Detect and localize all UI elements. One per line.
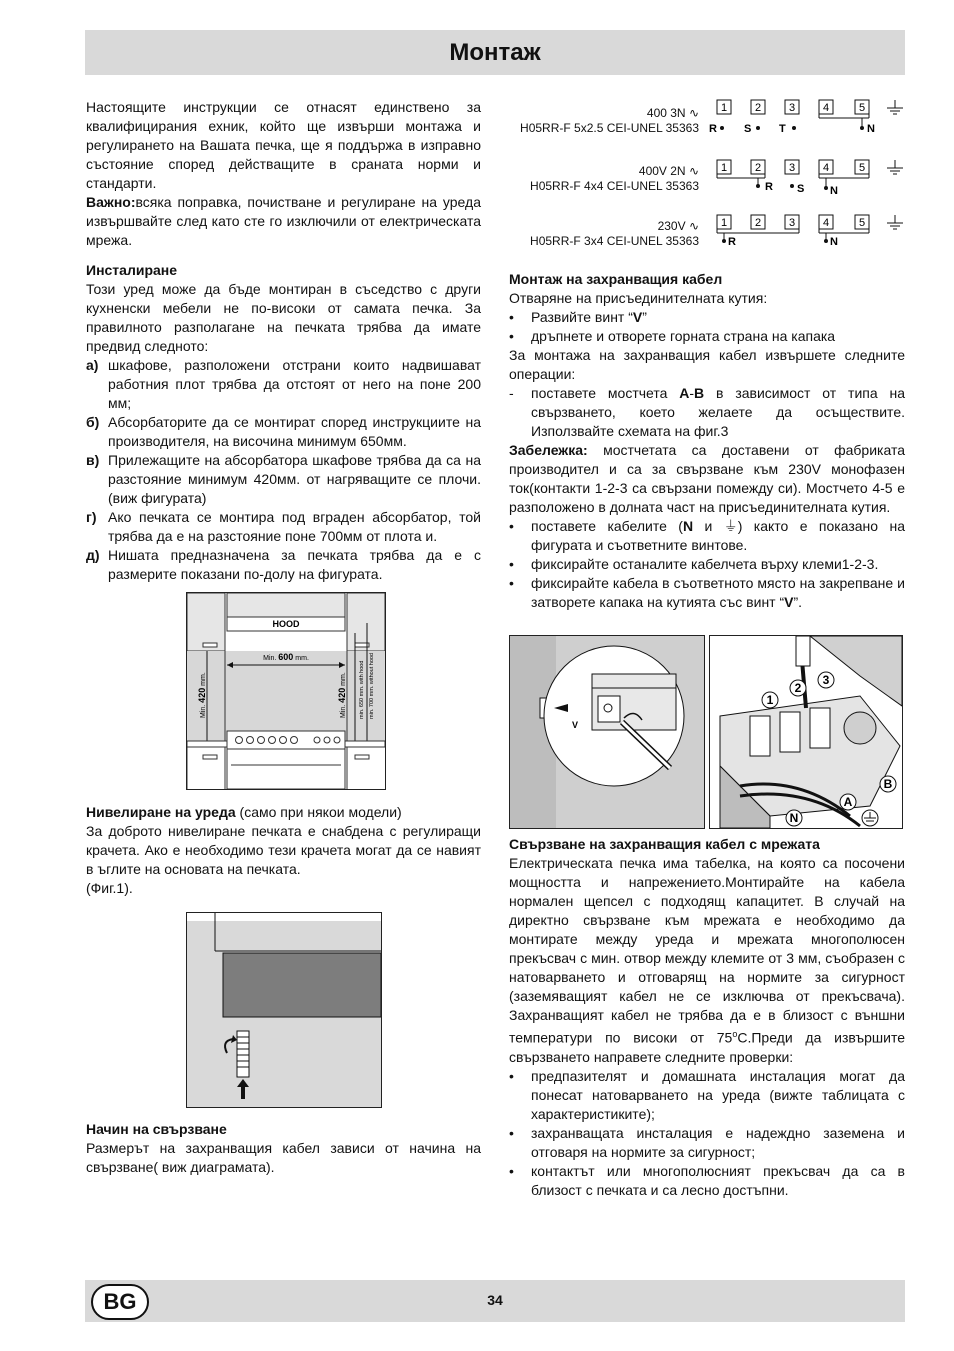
wiring-diagram <box>509 98 905 268</box>
ac-icon: ∿ <box>688 219 699 233</box>
svg-text:1: 1 <box>720 217 728 229</box>
svg-text:2: 2 <box>754 102 762 114</box>
footer-bar <box>85 1280 905 1322</box>
terminal-3-label: 3 <box>822 673 830 687</box>
intro-paragraph: Настоящите инструкции се отнасят единствено за квалифицирания ехник, който ще извърши монтажа и регулирането на Вашата печка, ще я поддържа в изправно състояние според действащите в сраната норми и стандарти. <box>86 99 481 191</box>
cable-spec: H05RR-F 4x4 CEI-UNEL 35363 <box>530 179 699 193</box>
svg-text:3: 3 <box>788 102 796 114</box>
grid-connection-heading: Свързване на захранващия кабел с мрежата <box>509 836 820 852</box>
voltage-label: 400V 2N <box>638 164 686 178</box>
terminal-block <box>709 158 909 208</box>
ground-icon: ⏚ <box>723 518 738 534</box>
connection-method-text: Размерът на захранващия кабел зависи от начина на свързване( виж диаграмата). <box>86 1140 481 1175</box>
neutral-label: N <box>789 811 799 825</box>
list-item: б) Абсорбаторите да се монтират според инструкциите на производителя, на височина минимум 650мм. <box>86 414 481 449</box>
install-heading: Инсталиране <box>86 262 178 278</box>
important-note <box>86 193 481 250</box>
ground-icon <box>887 215 903 229</box>
voltage-label: 230V <box>657 219 686 233</box>
svg-text:4: 4 <box>822 162 830 174</box>
terminal-block <box>709 98 909 148</box>
important-label: Важно: <box>86 194 136 210</box>
install-text: Този уред може да бъде монтиран в съседство с други кухненски мебели не по-високи от самата печка. За правилното разполагане на печката трябва да имате предвид следното: <box>86 281 481 354</box>
terminal-figure <box>709 635 903 829</box>
list-item: • поставете кабелите (N и ⏚) както е показано на фигурата и съответните винтове. <box>509 518 905 553</box>
ground-icon <box>887 100 903 114</box>
important-text: всяка поправка, почистване и регулиране на уреда извършвайте след като сте го изключили от електрическата мрежа. <box>86 194 481 248</box>
junction-box-diagram <box>510 636 704 828</box>
terminal-diagram <box>710 636 902 828</box>
svg-text:R: R <box>728 236 736 248</box>
svg-text:N: N <box>867 123 875 135</box>
svg-text:1: 1 <box>720 102 728 114</box>
svg-text:S: S <box>797 183 805 195</box>
page-number: 34 <box>487 1292 503 1308</box>
list-item: • фиксирайте кабела в съответното място на закрепване и затворете капака на кутията със винт “V”. <box>509 575 905 610</box>
ac-icon: ∿ <box>688 106 699 120</box>
svg-text:2: 2 <box>754 162 762 174</box>
svg-text:4: 4 <box>822 102 830 114</box>
hood-height-with: min. 650 mm. with hood <box>359 660 365 719</box>
list-item: • предпазителят и домашната инсталация могат да понесат натоварването на уреда (вижте таблицата с характеристиките); <box>509 1067 905 1122</box>
svg-text:5: 5 <box>858 162 866 174</box>
ac-icon: ∿ <box>688 164 699 178</box>
list-item: • Развийте винт “V” <box>509 309 647 325</box>
connection-method-heading: Начин на свързване <box>86 1121 227 1137</box>
cable-spec: H05RR-F 3x4 CEI-UNEL 35363 <box>530 234 699 248</box>
leveling-diagram <box>187 913 381 1107</box>
svg-text:T: T <box>779 123 786 135</box>
ground-icon <box>887 160 903 174</box>
svg-text:4: 4 <box>822 217 830 229</box>
wiring-row-400-3n <box>509 102 905 156</box>
list-item: • дръпнете и отворете горната страна на капака <box>509 328 836 344</box>
list-item: • фиксирайте останалите кабелчета върху клеми1-2-3. <box>509 556 879 572</box>
junction-box-figure <box>509 635 705 829</box>
installation-figure <box>186 592 386 790</box>
svg-text:N: N <box>830 185 838 197</box>
list-item: а) шкафове, разположени отстрани които надвишават работния плот трябва да отстоят от него на поне 200 мм; <box>86 357 481 411</box>
svg-text:1: 1 <box>720 162 728 174</box>
cable-spec: H05RR-F 5x2.5 CEI-UNEL 35363 <box>520 121 699 135</box>
leveling-heading: Нивелиране на уреда (само при някои модели) <box>86 804 402 820</box>
bridge-a-label: A <box>843 795 853 809</box>
list-item: - поставете мостчета A-B в зависимост от типа на свързването, което желаете да осъществите. Използвайте схемата на фиг.3 <box>509 385 906 439</box>
screw-label: V <box>572 720 579 730</box>
svg-text:S: S <box>744 123 752 135</box>
svg-text:5: 5 <box>858 102 866 114</box>
terminal-2-label: 2 <box>794 681 802 695</box>
cable-mount-heading: Монтаж на захранващия кабел <box>509 271 723 287</box>
grid-connection-text: Електрическата печка има табелка, на която са посочени мощността и напрежението.Монтирайте на кабела нормален щепсел с подходящ капацитет. В случай на директно свързване към мрежата е необходимо да монтирате между уреда и мрежата многополюсен прекъсвач с мин. отвор между клемите от 3 мм, съобразен с натоварването и отговарящ на нормите за сигурност (заземяващият кабел не се изключва от прекъсвача). Захранващият кабел не трябва да е в близост с външни температури по високи от 75$^o$C.Преди да извършите свързването направете следните проверки: <box>509 855 905 1065</box>
title-bar <box>85 30 905 75</box>
language-badge: BG <box>91 1284 149 1320</box>
left-column <box>86 98 481 1177</box>
terminal-1-label: 1 <box>766 693 774 707</box>
connection-figures <box>509 635 905 829</box>
svg-text:3: 3 <box>788 217 796 229</box>
hood-height-without: min. 700 mm. without hood <box>369 652 375 719</box>
svg-text:N: N <box>830 236 838 248</box>
voltage-label: 400 3N <box>646 106 686 120</box>
svg-text:R: R <box>709 123 717 135</box>
left-height-dimension: Min. 420 mm. <box>197 672 207 718</box>
open-box-text: Отваряне на присъединителната кутия: <box>509 290 768 306</box>
list-item: в) Прилежащите на абсорбатора шкафове трябва да са на разстояние минимум 420мм. от нагряващите се плочи.(виж фигурата) <box>86 452 481 506</box>
list-item: д) Нишата предназначена за печката трябва да е с размерите показани по-долу на фигурата. <box>86 547 481 582</box>
bridge-b-label: B <box>883 777 893 791</box>
hood-label: HOOD <box>272 619 300 629</box>
svg-text:5: 5 <box>858 217 866 229</box>
ops-text: За монтажа на захранващия кабел извършете следните операции: <box>509 347 905 382</box>
list-item: • контактът или многополюсният прекъсвач да са в близост с печката и са лесно достъпни. <box>509 1162 905 1198</box>
right-column <box>509 98 905 1200</box>
width-dimension: Min. 600 mm. <box>263 652 309 662</box>
terminal-block <box>709 213 909 263</box>
list-item: г) Ако печката се монтира под вграден абсорбатор, той трябва да е на разстояние поне 700мм от плота и. <box>86 509 481 544</box>
svg-text:3: 3 <box>788 162 796 174</box>
wiring-row-400v-2n <box>509 164 905 214</box>
leveling-figure-ref: (Фиг.1). <box>86 880 133 896</box>
svg-text:2: 2 <box>754 217 762 229</box>
page-title: Монтаж <box>449 38 541 66</box>
note: Забележка: мостчетата са доставени от фабриката производител и са за свързване към 230V монофазен ток(контакти 1-2-3 са свързани помежду си). Мостчето 4-5 е разположено в долната част на присъединителната кутия. <box>509 442 905 515</box>
svg-text:R: R <box>765 181 773 193</box>
installation-diagram <box>187 593 385 789</box>
leveling-text: За доброто нивелиране печката е снабдена с регулиращи крачета. Ако е необходимо тези крачета могат да се навият в ъглите на основата на печката. <box>86 823 481 877</box>
leveling-figure <box>186 912 382 1108</box>
list-item: • захранващата инсталация е надеждно заземена и отговаря на нормите за сигурност; <box>509 1124 905 1160</box>
right-height-dimension: Min. 420 mm. <box>337 672 347 718</box>
install-list <box>86 356 481 584</box>
wiring-row-230v <box>509 219 905 269</box>
